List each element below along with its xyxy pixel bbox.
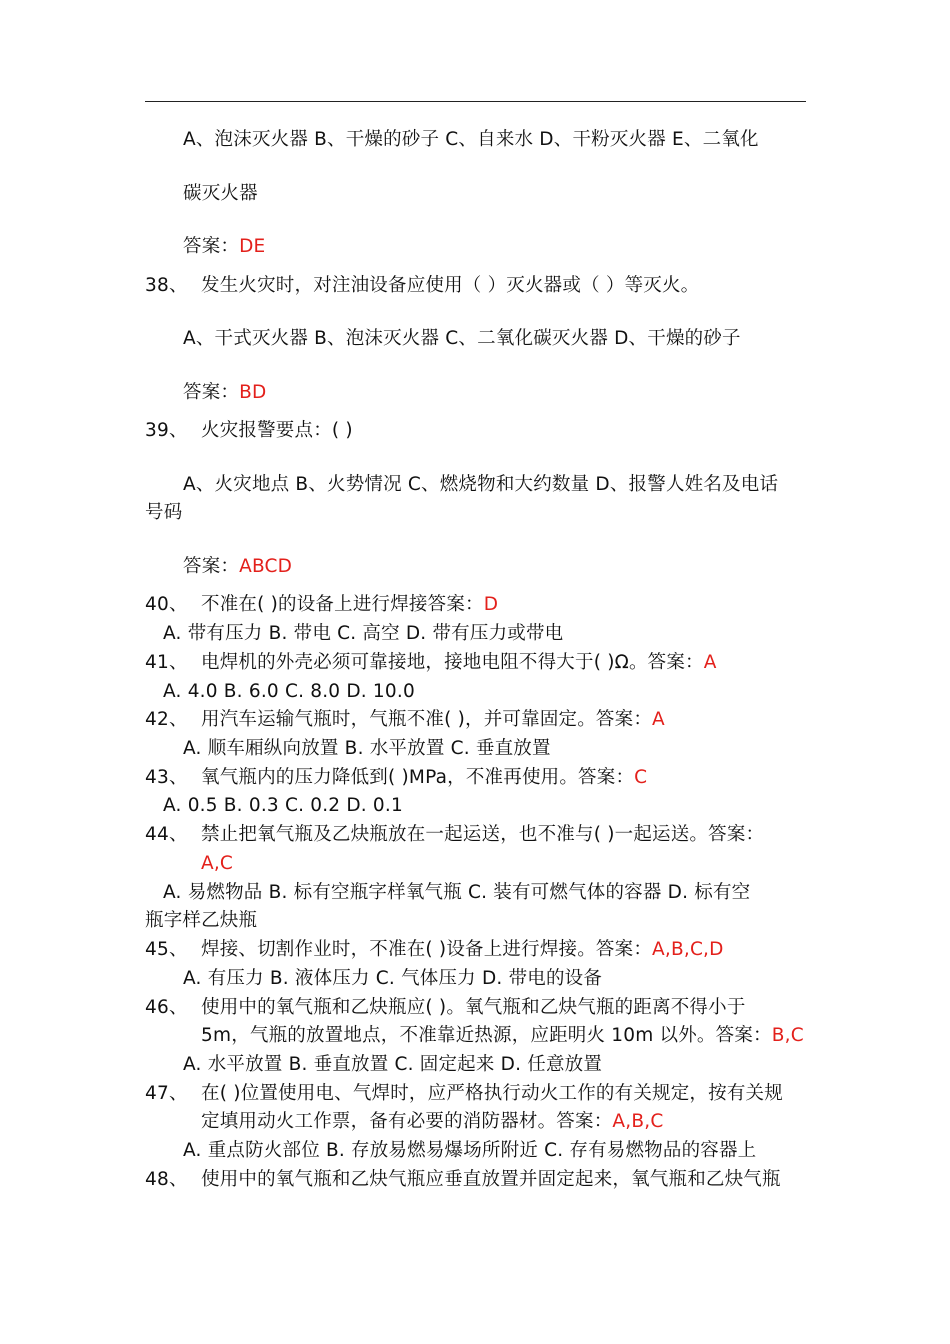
- q44-question: [145, 823, 764, 847]
- answer-label: 答案：: [183, 556, 240, 577]
- q39-options-line2: 号码: [145, 502, 183, 523]
- q43-question: [145, 766, 647, 790]
- q39-text: 火灾报警要点：( ): [201, 420, 353, 441]
- q46-answer: B,C: [771, 1025, 804, 1046]
- q48-question: [145, 1168, 781, 1192]
- q45-options: A. 有压力 B. 液体压力 C. 气体压力 D. 带电的设备: [183, 968, 603, 989]
- q47-question-line2: [201, 1110, 663, 1134]
- q46-question-line2: [201, 1024, 804, 1048]
- q42-options: A. 顺车厢纵向放置 B. 水平放置 C. 垂直放置: [183, 738, 551, 759]
- answer-label: 答案：: [183, 382, 240, 403]
- q41-text: 电焊机的外壳必须可靠接地，接地电阻不得大于( )Ω。答案：: [201, 652, 704, 673]
- q40-text: 不准在( )的设备上进行焊接答案：: [201, 594, 484, 615]
- q39-answer-row: [183, 555, 292, 579]
- q42-answer: A: [652, 709, 665, 730]
- q40-number: 40、: [145, 594, 188, 615]
- q41-question: [145, 651, 717, 675]
- q38-options: A、干式灭火器 B、泡沫灭火器 C、二氧化碳灭火器 D、干燥的砂子: [183, 328, 741, 349]
- q39-question: [145, 419, 353, 443]
- q47-text-line2: 定填用动火工作票，备有必要的消防器材。答案：: [201, 1111, 613, 1132]
- q42-question: [145, 708, 665, 732]
- q44-answer: A,C: [201, 853, 234, 874]
- q40-answer: D: [483, 594, 499, 615]
- q39-number: 39、: [145, 420, 188, 441]
- q41-answer: A: [703, 652, 717, 673]
- q45-number: 45、: [145, 939, 188, 960]
- q44-options-line2: 瓶字样乙炔瓶: [145, 910, 258, 931]
- q40-options: A. 带有压力 B. 带电 C. 高空 D. 带有压力或带电: [163, 623, 564, 644]
- q39-options-line1: A、火灾地点 B、火势情况 C、燃烧物和大约数量 D、报警人姓名及电话: [183, 474, 779, 495]
- q45-answer: A,B,C,D: [652, 939, 724, 960]
- q41-options: A. 4.0 B. 6.0 C. 8.0 D. 10.0: [163, 681, 415, 702]
- q43-number: 43、: [145, 767, 188, 788]
- q38-question: [145, 274, 699, 298]
- q39-answer: ABCD: [239, 556, 293, 577]
- q37-options-line2: 碳灭火器: [183, 183, 258, 204]
- q46-options: A. 水平放置 B. 垂直放置 C. 固定起来 D. 任意放置: [183, 1054, 603, 1075]
- q37-answer: DE: [239, 236, 266, 257]
- q47-question: [145, 1082, 783, 1106]
- q44-text: 禁止把氧气瓶及乙炔瓶放在一起运送，也不准与( )一起运送。答案：: [201, 824, 765, 845]
- q46-text-line1: 使用中的氧气瓶和乙炔瓶应( )。氧气瓶和乙炔气瓶的距离不得小于: [201, 997, 746, 1018]
- q47-options: A. 重点防火部位 B. 存放易燃易爆场所附近 C. 存有易燃物品的容器上: [183, 1140, 757, 1161]
- q43-text: 氧气瓶内的压力降低到( )MPa，不准再使用。答案：: [201, 767, 635, 788]
- q42-text: 用汽车运输气瓶时，气瓶不准( )，并可靠固定。答案：: [201, 709, 653, 730]
- q38-number: 38、: [145, 275, 188, 296]
- q47-number: 47、: [145, 1083, 188, 1104]
- q45-question: [145, 938, 724, 962]
- q37-options-line1: A、泡沫灭火器 B、干燥的砂子 C、自来水 D、干粉灭火器 E、二氧化: [183, 129, 759, 150]
- q41-number: 41、: [145, 652, 188, 673]
- q40-question: [145, 593, 498, 617]
- q48-number: 48、: [145, 1169, 188, 1190]
- q43-options: A. 0.5 B. 0.3 C. 0.2 D. 0.1: [163, 795, 403, 816]
- q46-number: 46、: [145, 997, 188, 1018]
- q48-text: 使用中的氧气瓶和乙炔气瓶应垂直放置并固定起来，氧气瓶和乙炔气瓶: [201, 1169, 781, 1190]
- answer-label: 答案：: [183, 236, 240, 257]
- q45-text: 焊接、切割作业时，不准在( )设备上进行焊接。答案：: [201, 939, 653, 960]
- q47-text-line1: 在( )位置使用电、气焊时，应严格执行动火工作的有关规定，按有关规: [201, 1083, 783, 1104]
- q43-answer: C: [634, 767, 648, 788]
- q46-question: [145, 996, 746, 1020]
- q44-number: 44、: [145, 824, 188, 845]
- q37-answer-row: [183, 235, 265, 259]
- q38-answer-row: [183, 381, 266, 405]
- q38-text: 发生火灾时，对注油设备应使用（ ）灭火器或（ ）等灭火。: [201, 275, 700, 296]
- q42-number: 42、: [145, 709, 188, 730]
- q38-answer: BD: [239, 382, 267, 403]
- header-rule: [145, 101, 806, 102]
- q47-answer: A,B,C: [612, 1111, 664, 1132]
- q44-options-line1: A. 易燃物品 B. 标有空瓶字样氧气瓶 C. 装有可燃气体的容器 D. 标有空: [163, 882, 751, 903]
- q46-text-line2: 5m，气瓶的放置地点，不准靠近热源，应距明火 10m 以外。答案：: [201, 1025, 772, 1046]
